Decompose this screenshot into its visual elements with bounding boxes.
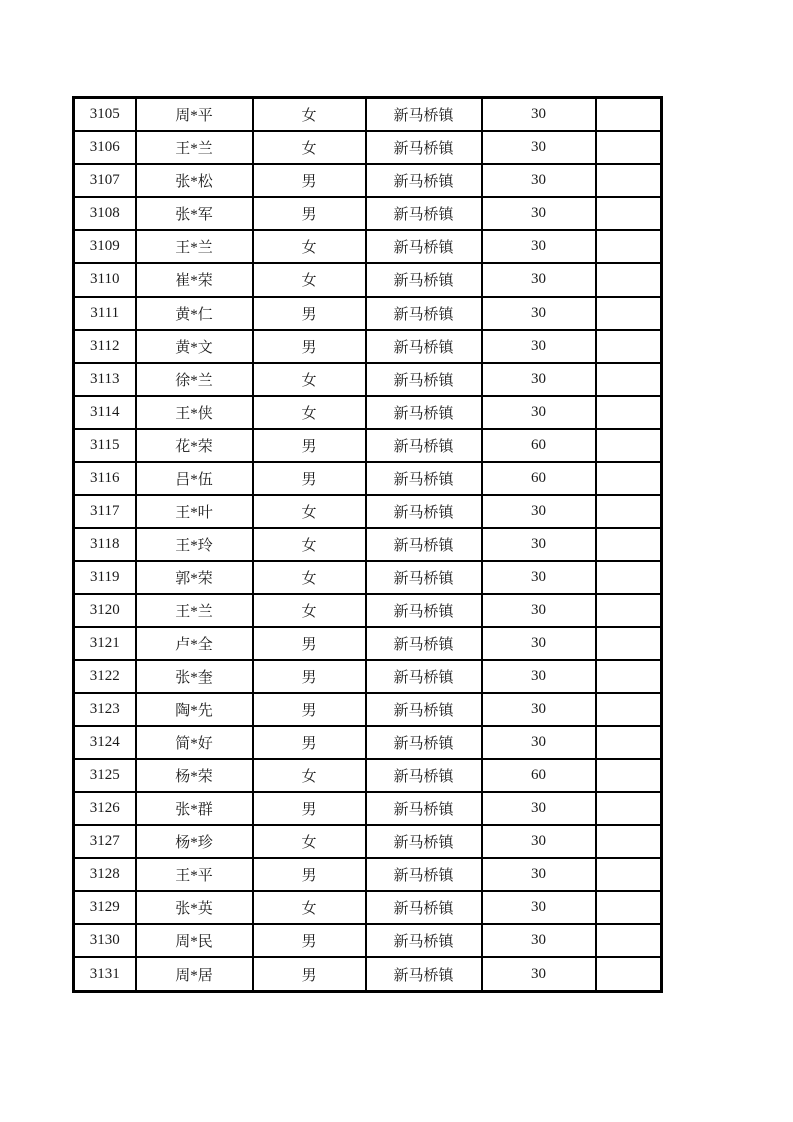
cell-serial-number: 3127	[74, 825, 136, 858]
cell-town: 新马桥镇	[366, 429, 482, 462]
cell-amount: 60	[482, 429, 596, 462]
cell-remark	[596, 957, 662, 991]
cell-remark	[596, 164, 662, 197]
cell-serial-number: 3116	[74, 462, 136, 495]
cell-gender: 女	[253, 561, 366, 594]
cell-remark	[596, 924, 662, 957]
cell-amount: 30	[482, 230, 596, 263]
table-row	[74, 561, 662, 594]
table-row	[74, 660, 662, 693]
cell-amount: 30	[482, 726, 596, 759]
table-row	[74, 429, 662, 462]
cell-serial-number: 3117	[74, 495, 136, 528]
table-row	[74, 131, 662, 164]
cell-gender: 女	[253, 230, 366, 263]
cell-town: 新马桥镇	[366, 197, 482, 230]
cell-amount: 30	[482, 924, 596, 957]
table-row	[74, 693, 662, 726]
cell-serial-number: 3123	[74, 693, 136, 726]
cell-remark	[596, 528, 662, 561]
cell-remark	[596, 396, 662, 429]
cell-town: 新马桥镇	[366, 495, 482, 528]
cell-serial-number: 3114	[74, 396, 136, 429]
cell-remark	[596, 759, 662, 792]
cell-remark	[596, 561, 662, 594]
cell-remark	[596, 693, 662, 726]
cell-town: 新马桥镇	[366, 462, 482, 495]
cell-name: 张*英	[136, 891, 253, 924]
cell-remark	[596, 297, 662, 330]
table-row	[74, 858, 662, 891]
table-row	[74, 396, 662, 429]
cell-gender: 女	[253, 825, 366, 858]
cell-serial-number: 3111	[74, 297, 136, 330]
table-row	[74, 792, 662, 825]
table-row	[74, 528, 662, 561]
cell-gender: 女	[253, 363, 366, 396]
cell-serial-number: 3108	[74, 197, 136, 230]
cell-town: 新马桥镇	[366, 891, 482, 924]
cell-remark	[596, 627, 662, 660]
cell-gender: 女	[253, 495, 366, 528]
cell-town: 新马桥镇	[366, 528, 482, 561]
cell-amount: 30	[482, 363, 596, 396]
cell-town: 新马桥镇	[366, 792, 482, 825]
cell-name: 简*好	[136, 726, 253, 759]
cell-remark	[596, 429, 662, 462]
cell-gender: 男	[253, 429, 366, 462]
cell-name: 徐*兰	[136, 363, 253, 396]
cell-name: 周*居	[136, 957, 253, 991]
cell-amount: 30	[482, 594, 596, 627]
cell-remark	[596, 131, 662, 164]
cell-remark	[596, 462, 662, 495]
cell-town: 新马桥镇	[366, 924, 482, 957]
cell-remark	[596, 858, 662, 891]
cell-serial-number: 3106	[74, 131, 136, 164]
cell-serial-number: 3131	[74, 957, 136, 991]
cell-gender: 男	[253, 660, 366, 693]
cell-serial-number: 3126	[74, 792, 136, 825]
cell-amount: 30	[482, 98, 596, 132]
cell-amount: 30	[482, 164, 596, 197]
cell-town: 新马桥镇	[366, 594, 482, 627]
table-row	[74, 98, 662, 132]
cell-serial-number: 3122	[74, 660, 136, 693]
cell-name: 王*玲	[136, 528, 253, 561]
cell-gender: 男	[253, 197, 366, 230]
cell-gender: 男	[253, 924, 366, 957]
cell-amount: 30	[482, 627, 596, 660]
cell-name: 王*侠	[136, 396, 253, 429]
cell-gender: 男	[253, 330, 366, 363]
cell-gender: 男	[253, 726, 366, 759]
cell-serial-number: 3130	[74, 924, 136, 957]
table-row	[74, 462, 662, 495]
table-row	[74, 363, 662, 396]
cell-gender: 男	[253, 462, 366, 495]
cell-name: 杨*荣	[136, 759, 253, 792]
cell-town: 新马桥镇	[366, 230, 482, 263]
cell-town: 新马桥镇	[366, 957, 482, 991]
cell-name: 周*民	[136, 924, 253, 957]
cell-serial-number: 3125	[74, 759, 136, 792]
table-row	[74, 164, 662, 197]
table-row	[74, 957, 662, 991]
table-row	[74, 726, 662, 759]
cell-name: 陶*先	[136, 693, 253, 726]
cell-name: 张*群	[136, 792, 253, 825]
cell-remark	[596, 825, 662, 858]
table-row	[74, 825, 662, 858]
cell-amount: 30	[482, 858, 596, 891]
cell-remark	[596, 197, 662, 230]
cell-serial-number: 3112	[74, 330, 136, 363]
cell-name: 张*松	[136, 164, 253, 197]
cell-name: 郭*荣	[136, 561, 253, 594]
cell-amount: 30	[482, 197, 596, 230]
cell-gender: 女	[253, 891, 366, 924]
cell-town: 新马桥镇	[366, 363, 482, 396]
cell-remark	[596, 363, 662, 396]
cell-name: 周*平	[136, 98, 253, 132]
cell-amount: 30	[482, 957, 596, 991]
table-row	[74, 330, 662, 363]
cell-name: 王*叶	[136, 495, 253, 528]
cell-amount: 30	[482, 330, 596, 363]
cell-town: 新马桥镇	[366, 858, 482, 891]
cell-town: 新马桥镇	[366, 98, 482, 132]
cell-serial-number: 3124	[74, 726, 136, 759]
cell-name: 王*平	[136, 858, 253, 891]
table-row	[74, 594, 662, 627]
cell-serial-number: 3113	[74, 363, 136, 396]
cell-remark	[596, 263, 662, 296]
cell-remark	[596, 495, 662, 528]
cell-name: 黄*文	[136, 330, 253, 363]
table-row	[74, 495, 662, 528]
cell-town: 新马桥镇	[366, 693, 482, 726]
cell-town: 新马桥镇	[366, 759, 482, 792]
cell-name: 黄*仁	[136, 297, 253, 330]
cell-amount: 30	[482, 131, 596, 164]
cell-amount: 30	[482, 528, 596, 561]
table-row	[74, 891, 662, 924]
cell-gender: 男	[253, 627, 366, 660]
cell-amount: 30	[482, 396, 596, 429]
cell-gender: 女	[253, 263, 366, 296]
cell-gender: 女	[253, 594, 366, 627]
cell-amount: 30	[482, 495, 596, 528]
cell-remark	[596, 726, 662, 759]
cell-remark	[596, 98, 662, 132]
cell-name: 卢*全	[136, 627, 253, 660]
cell-town: 新马桥镇	[366, 263, 482, 296]
cell-serial-number: 3129	[74, 891, 136, 924]
cell-amount: 30	[482, 660, 596, 693]
cell-gender: 男	[253, 164, 366, 197]
cell-serial-number: 3110	[74, 263, 136, 296]
table-row	[74, 627, 662, 660]
cell-town: 新马桥镇	[366, 164, 482, 197]
cell-remark	[596, 330, 662, 363]
cell-gender: 男	[253, 957, 366, 991]
table-row	[74, 297, 662, 330]
cell-amount: 30	[482, 792, 596, 825]
cell-amount: 30	[482, 297, 596, 330]
cell-name: 杨*珍	[136, 825, 253, 858]
cell-amount: 30	[482, 825, 596, 858]
cell-remark	[596, 660, 662, 693]
table-row	[74, 924, 662, 957]
cell-serial-number: 3119	[74, 561, 136, 594]
cell-town: 新马桥镇	[366, 825, 482, 858]
table-row	[74, 759, 662, 792]
cell-amount: 30	[482, 693, 596, 726]
cell-gender: 女	[253, 396, 366, 429]
cell-amount: 60	[482, 759, 596, 792]
cell-name: 王*兰	[136, 594, 253, 627]
cell-name: 吕*伍	[136, 462, 253, 495]
cell-name: 张*军	[136, 197, 253, 230]
cell-amount: 30	[482, 561, 596, 594]
cell-amount: 30	[482, 263, 596, 296]
cell-name: 张*奎	[136, 660, 253, 693]
cell-town: 新马桥镇	[366, 627, 482, 660]
cell-gender: 女	[253, 131, 366, 164]
cell-remark	[596, 891, 662, 924]
cell-name: 花*荣	[136, 429, 253, 462]
cell-remark	[596, 792, 662, 825]
cell-gender: 男	[253, 792, 366, 825]
cell-serial-number: 3115	[74, 429, 136, 462]
cell-town: 新马桥镇	[366, 660, 482, 693]
cell-name: 王*兰	[136, 131, 253, 164]
cell-serial-number: 3128	[74, 858, 136, 891]
cell-name: 王*兰	[136, 230, 253, 263]
cell-serial-number: 3120	[74, 594, 136, 627]
cell-remark	[596, 230, 662, 263]
table-row	[74, 230, 662, 263]
cell-serial-number: 3121	[74, 627, 136, 660]
cell-town: 新马桥镇	[366, 561, 482, 594]
beneficiary-table	[72, 96, 663, 993]
cell-serial-number: 3107	[74, 164, 136, 197]
cell-gender: 男	[253, 693, 366, 726]
table-body	[74, 98, 662, 992]
cell-town: 新马桥镇	[366, 297, 482, 330]
cell-serial-number: 3118	[74, 528, 136, 561]
cell-gender: 女	[253, 528, 366, 561]
cell-name: 崔*荣	[136, 263, 253, 296]
cell-amount: 60	[482, 462, 596, 495]
cell-gender: 女	[253, 759, 366, 792]
cell-gender: 女	[253, 98, 366, 132]
cell-gender: 男	[253, 297, 366, 330]
cell-town: 新马桥镇	[366, 131, 482, 164]
cell-gender: 男	[253, 858, 366, 891]
cell-town: 新马桥镇	[366, 396, 482, 429]
cell-serial-number: 3109	[74, 230, 136, 263]
table-row	[74, 197, 662, 230]
table-row	[74, 263, 662, 296]
cell-serial-number: 3105	[74, 98, 136, 132]
cell-remark	[596, 594, 662, 627]
cell-town: 新马桥镇	[366, 726, 482, 759]
cell-amount: 30	[482, 891, 596, 924]
cell-town: 新马桥镇	[366, 330, 482, 363]
